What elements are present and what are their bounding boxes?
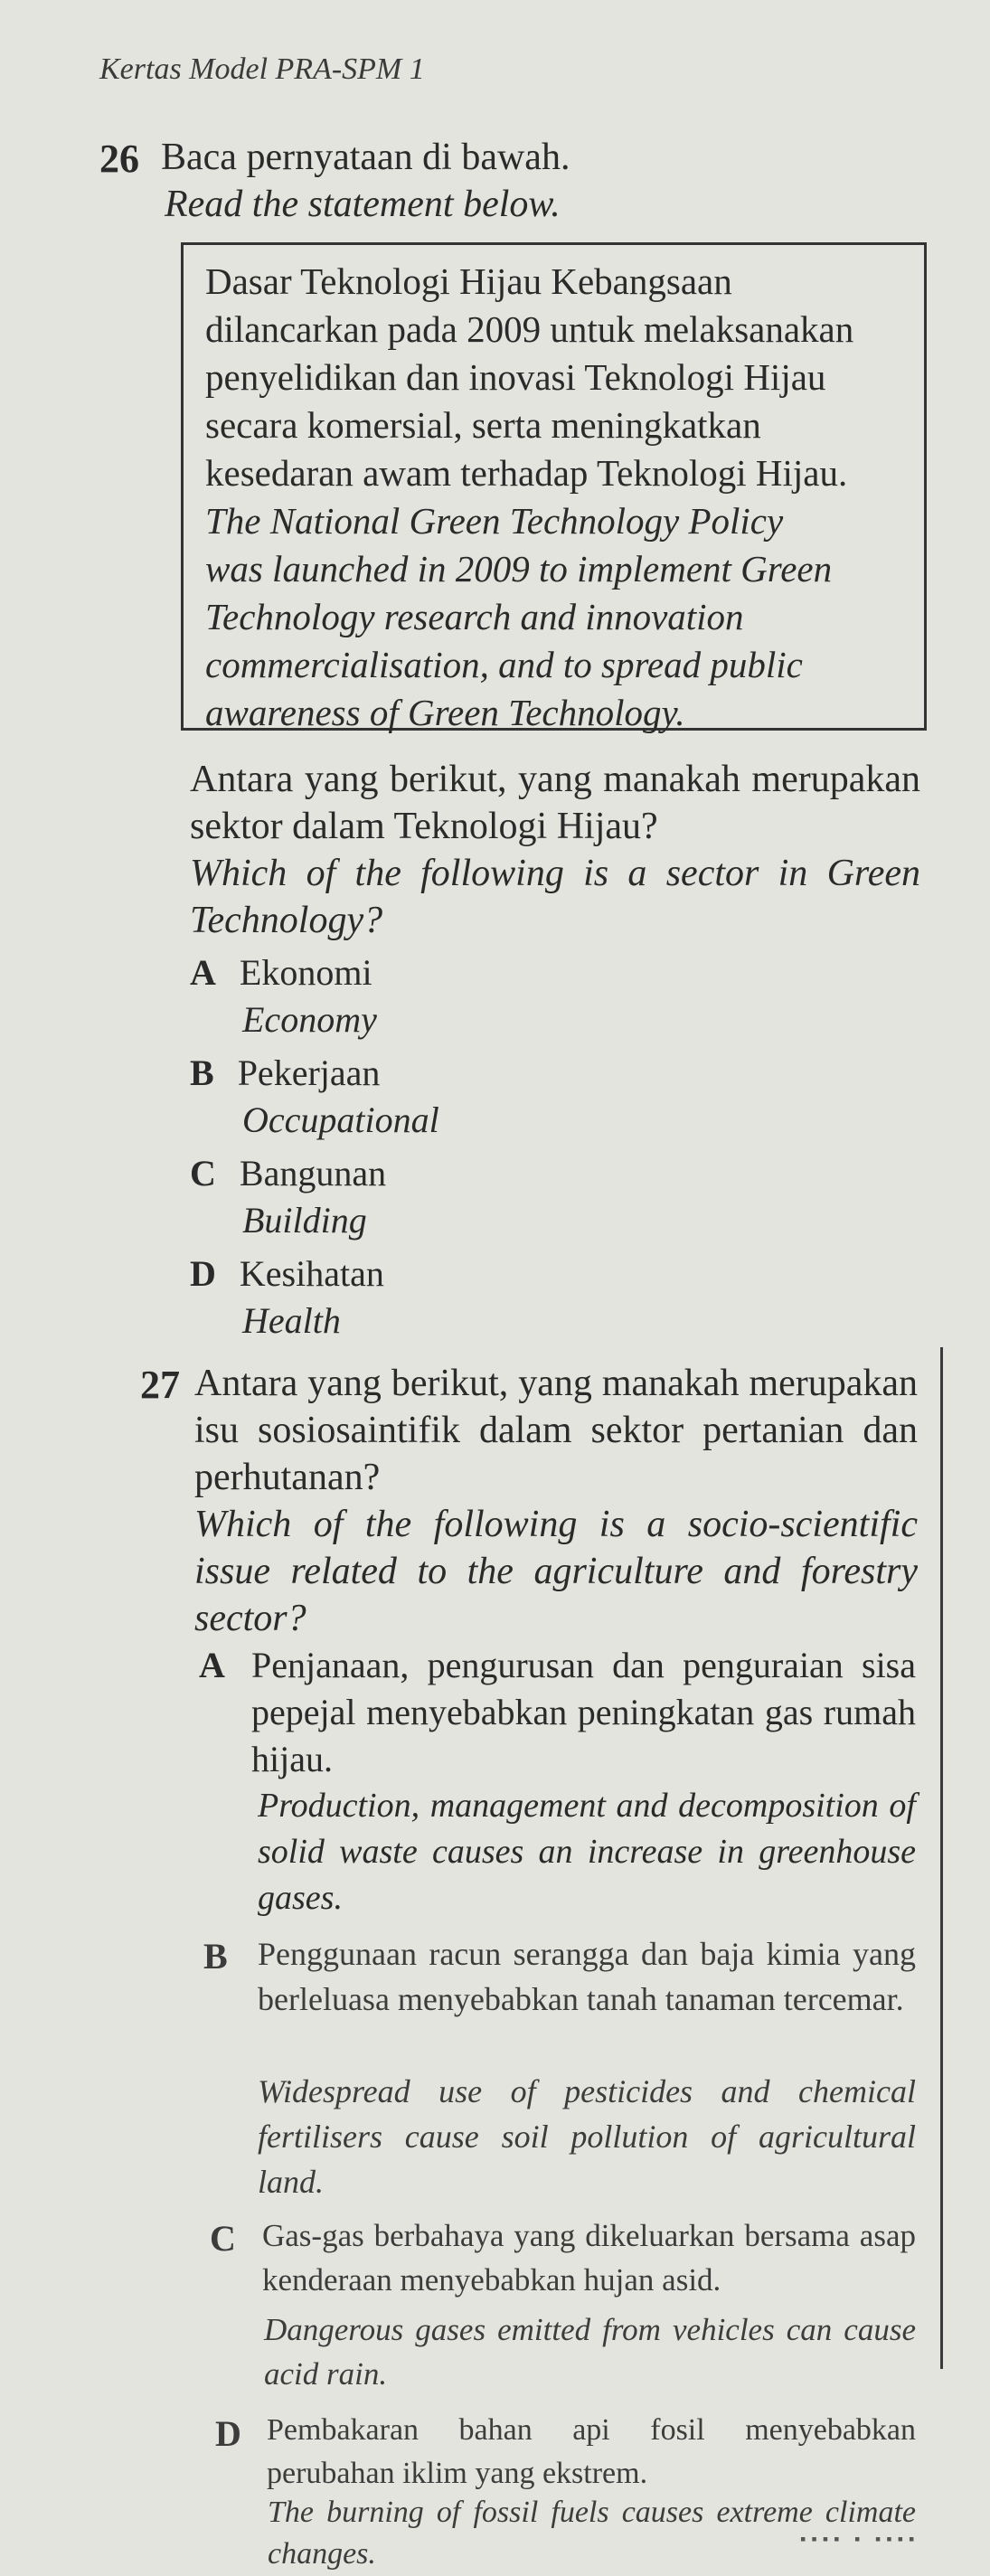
question-26-text-ms: Antara yang berikut, yang manakah merupakan sektor dalam Teknologi Hijau? <box>190 759 920 847</box>
statement-line-en: Technology research and innovation <box>205 596 744 637</box>
paper-header: Kertas Model PRA-SPM 1 <box>99 52 425 86</box>
statement-line-en: was launched in 2009 to implement Green <box>205 548 833 590</box>
q26-option-c[interactable] <box>190 1152 386 1194</box>
q27-option-c-letter[interactable]: C <box>210 2218 236 2259</box>
q27-option-d-en: The burning of fossil fuels causes extreme climate changes. <box>268 2496 916 2571</box>
footer-marks: ▪▪▪▪ ▪ ▪▪▪▪ <box>800 2530 920 2548</box>
option-letter: A <box>190 952 216 993</box>
page-edge-line <box>940 1347 943 2369</box>
statement-box <box>181 242 927 731</box>
statement-line: kesedaran awam terhadap Teknologi Hijau. <box>205 452 848 494</box>
question-27-text-en: Which of the following is a socio-scientific issue related to the agriculture and forestry sector? <box>194 1504 918 1639</box>
statement-line: penyelidikan dan inovasi Teknologi Hijau <box>205 356 826 398</box>
statement-line-en: The National Green Technology Policy <box>205 500 784 542</box>
question-26-intro-ms: Baca pernyataan di bawah. <box>161 137 570 178</box>
q27-option-a-ms: Penjanaan, pengurusan dan penguraian sisa pepejal menyebabkan peningkatan gas rumah hijau. <box>251 1645 916 1779</box>
option-letter: D <box>190 1253 216 1294</box>
q26-option-d[interactable] <box>190 1252 384 1295</box>
question-26-intro-en: Read the statement below. <box>165 184 561 225</box>
option-text-en: Occupational <box>242 1099 439 1140</box>
option-text-en: Health <box>242 1300 341 1341</box>
question-26-text-en: Which of the following is a sector in Green Technology? <box>190 853 920 941</box>
option-text-en: Economy <box>242 999 377 1040</box>
statement-line: dilancarkan pada 2009 untuk melaksanakan <box>205 308 854 350</box>
q27-option-b-letter[interactable]: B <box>203 1936 228 1977</box>
q27-option-d-letter[interactable]: D <box>215 2413 241 2454</box>
option-text-ms: Ekonomi <box>239 952 372 993</box>
statement-line: secara komersial, serta meningkatkan <box>205 404 761 446</box>
q27-option-a-letter[interactable]: A <box>199 1645 225 1685</box>
option-letter: C <box>190 1153 216 1194</box>
question-26-number: 26 <box>99 137 139 181</box>
q27-option-c-en: Dangerous gases emitted from vehicles can cause acid rain. <box>264 2312 916 2392</box>
option-text-ms: Kesihatan <box>239 1253 384 1294</box>
option-text-ms: Bangunan <box>239 1153 387 1194</box>
q26-option-b[interactable] <box>190 1052 380 1094</box>
q26-option-a[interactable] <box>190 951 372 994</box>
option-text-en: Building <box>242 1200 367 1241</box>
question-27-number: 27 <box>140 1363 180 1407</box>
question-27-text-ms: Antara yang berikut, yang manakah merupakan isu sosiosaintifik dalam sektor pertanian dan perhutanan? <box>194 1363 918 1498</box>
q27-option-c-ms: Gas-gas berbahaya yang dikeluarkan bersama asap kenderaan menyebabkan hujan asid. <box>262 2218 916 2298</box>
q27-option-d-ms: Pembakaran bahan api fosil menyebabkan perubahan iklim yang ekstrem. <box>267 2413 916 2490</box>
statement-line-en: commercialisation, and to spread public <box>205 644 803 685</box>
option-letter: B <box>190 1052 214 1093</box>
q27-option-b-en: Widespread use of pesticides and chemical fertilisers cause soil pollution of agricultural land. <box>258 2073 916 2200</box>
statement-line-en: awareness of Green Technology. <box>205 692 685 733</box>
statement-line: Dasar Teknologi Hijau Kebangsaan <box>205 260 732 302</box>
option-text-ms: Pekerjaan <box>237 1052 381 1093</box>
q27-option-b-ms: Penggunaan racun serangga dan baja kimia yang berleluasa menyebabkan tanah tanaman tercemar. <box>258 1936 916 2017</box>
q27-option-a-en: Production, management and decomposition of solid waste causes an increase in greenhouse gases. <box>258 1787 916 1917</box>
